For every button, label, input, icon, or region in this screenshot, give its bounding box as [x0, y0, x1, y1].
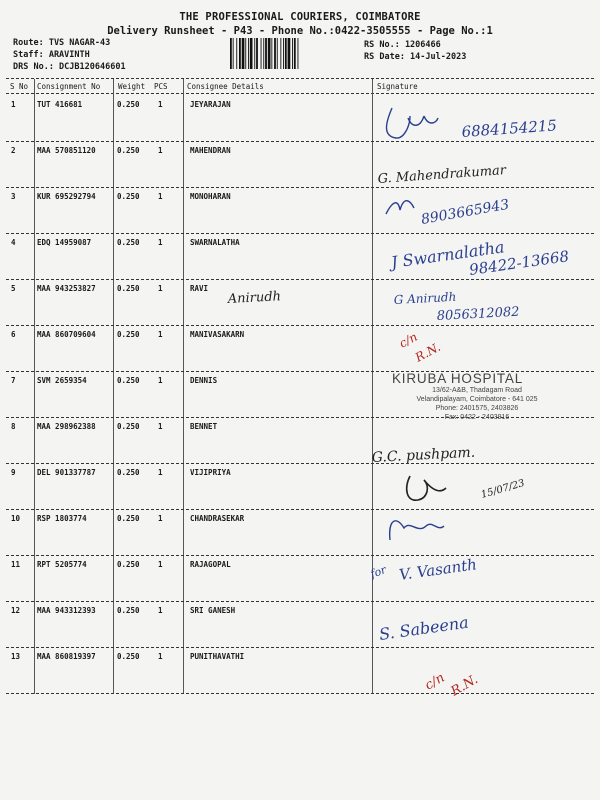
signature-scribble [386, 201, 414, 214]
row-pcs: 1 [158, 238, 163, 247]
row-weight: 0.250 [117, 652, 140, 661]
row-weight: 0.250 [117, 192, 140, 201]
handwritten-name: S. Sabeena [377, 612, 470, 644]
handwritten-mark: for [368, 563, 389, 581]
row-consignee: MAHENDRAN [190, 146, 231, 155]
row-consignment-no: EDQ 14959087 [37, 238, 92, 247]
row-consignee: MONOHARAN [190, 192, 231, 201]
column-header-signature: Signature [377, 82, 418, 91]
signature-scribble [390, 521, 444, 540]
row-weight: 0.250 [117, 514, 140, 523]
handwritten-phone: 8903665943 [419, 196, 511, 228]
handwritten-name: Anirudh [227, 289, 282, 307]
column-header-consignee: Consignee Details [187, 82, 264, 91]
stamp-city: Velandipalayam, Coimbatore - 641 025 [416, 396, 538, 403]
row-consignment-no: MAA 298962388 [37, 422, 96, 431]
row-pcs: 1 [158, 514, 163, 523]
row-consignee: BENNET [190, 422, 218, 431]
handwritten-phone: 8056312082 [436, 304, 520, 324]
row-consignment-no: MAA 570851120 [37, 146, 96, 155]
row-weight: 0.250 [117, 330, 140, 339]
row-consignment-no: KUR 695292794 [37, 192, 96, 201]
row-consignment-no: MAA 860819397 [37, 652, 96, 661]
stamp-address: 13/62-A&B, Thadagam Road [432, 387, 522, 394]
row-pcs: 1 [158, 606, 163, 615]
row-weight: 0.250 [117, 422, 140, 431]
row-pcs: 1 [158, 192, 163, 201]
row-weight: 0.250 [117, 146, 140, 155]
row-consignee: MANIVASAKARN [190, 330, 245, 339]
row-weight: 0.250 [117, 238, 140, 247]
handwritten-phone: 98422-13668 [468, 247, 571, 279]
row-sno: 5 [11, 284, 16, 293]
handwritten-mark: c/n [422, 670, 448, 694]
row-consignment-no: SVM 2659354 [37, 376, 87, 385]
stamp-fax: Fax: 0422 - 2403916 [444, 414, 510, 421]
rs-date: RS Date: 14-Jul-2023 [364, 52, 467, 62]
row-consignee: SWARNALATHA [190, 238, 240, 247]
row-consignment-no: RSP 1803774 [37, 514, 87, 523]
stamp-phone: Phone: 2401575, 2403826 [435, 405, 519, 412]
column-header-consignment: Consignment No [37, 82, 101, 91]
handwritten-name: G. Mahendrakumar [377, 163, 507, 187]
row-pcs: 1 [158, 100, 163, 109]
handwritten-name: V. Vasanth [398, 555, 478, 584]
row-sno: 9 [11, 468, 16, 477]
row-consignee: CHANDRASEKAR [190, 514, 245, 523]
company-title: THE PROFESSIONAL COURIERS, COIMBATORE [179, 11, 421, 23]
row-pcs: 1 [158, 284, 163, 293]
row-pcs: 1 [158, 468, 163, 477]
row-consignment-no: RPT 5205774 [37, 560, 87, 569]
row-consignment-no: DEL 901337787 [37, 468, 96, 477]
row-sno: 13 [11, 652, 21, 661]
row-pcs: 1 [158, 652, 163, 661]
row-sno: 8 [11, 422, 16, 431]
row-weight: 0.250 [117, 468, 140, 477]
signature-scribble [407, 476, 446, 500]
stamp-name: KIRUBA HOSPITAL [392, 371, 524, 386]
row-pcs: 1 [158, 422, 163, 431]
row-sno: 10 [11, 514, 21, 523]
row-weight: 0.250 [117, 606, 140, 615]
row-pcs: 1 [158, 560, 163, 569]
handwritten-name: G.C. pushpam. [371, 444, 476, 466]
row-weight: 0.250 [117, 100, 140, 109]
row-consignee: RAJAGOPAL [190, 560, 231, 569]
runsheet-title: Delivery Runsheet - P43 - Phone No.:0422-3505555 - Page No.:1 [107, 25, 493, 37]
row-sno: 1 [11, 100, 16, 109]
row-weight: 0.250 [117, 284, 140, 293]
row-sno: 12 [11, 606, 21, 615]
row-weight: 0.250 [117, 376, 140, 385]
row-consignee: JEYARAJAN [190, 100, 231, 109]
row-consignment-no: MAA 860709604 [37, 330, 96, 339]
handwritten-date: 15/07/23 [479, 477, 527, 501]
row-consignment-no: TUT 416681 [37, 100, 83, 109]
row-consignee: DENNIS [190, 376, 218, 385]
column-header-pcs: PCS [154, 82, 168, 91]
route-label: Route: TVS NAGAR-43 [13, 38, 111, 48]
drs-number: DRS No.: DCJB120646601 [13, 62, 126, 72]
row-consignee: PUNITHAVATHI [190, 652, 245, 661]
column-header-weight: Weight [118, 82, 146, 91]
row-sno: 7 [11, 376, 16, 385]
staff-label: Staff: ARAVINTH [13, 50, 90, 60]
row-sno: 4 [11, 238, 16, 247]
signature-scribble [387, 108, 439, 138]
row-weight: 0.250 [117, 560, 140, 569]
handwritten-mark: R.N. [412, 339, 443, 365]
row-pcs: 1 [158, 146, 163, 155]
handwritten-name: G Anirudh [393, 289, 457, 307]
handwritten-mark: R.N. [448, 672, 481, 700]
column-header-sno: S No [10, 82, 29, 91]
row-consignment-no: MAA 943312393 [37, 606, 96, 615]
handwritten-phone: 6884154215 [461, 116, 558, 141]
row-pcs: 1 [158, 376, 163, 385]
row-sno: 11 [11, 560, 21, 569]
handwritten-name: J Swarnalatha [389, 237, 506, 272]
handwritten-mark: c/n [396, 329, 420, 351]
row-sno: 6 [11, 330, 16, 339]
rs-number: RS No.: 1206466 [364, 40, 441, 50]
row-sno: 3 [11, 192, 16, 201]
row-sno: 2 [11, 146, 16, 155]
hospital-stamp [392, 371, 562, 431]
row-pcs: 1 [158, 330, 163, 339]
row-consignee: SRI GANESH [190, 606, 236, 615]
row-consignee: VIJIPRIYA [190, 468, 231, 477]
row-consignment-no: MAA 943253827 [37, 284, 96, 293]
row-consignee: RAVI [190, 284, 209, 293]
